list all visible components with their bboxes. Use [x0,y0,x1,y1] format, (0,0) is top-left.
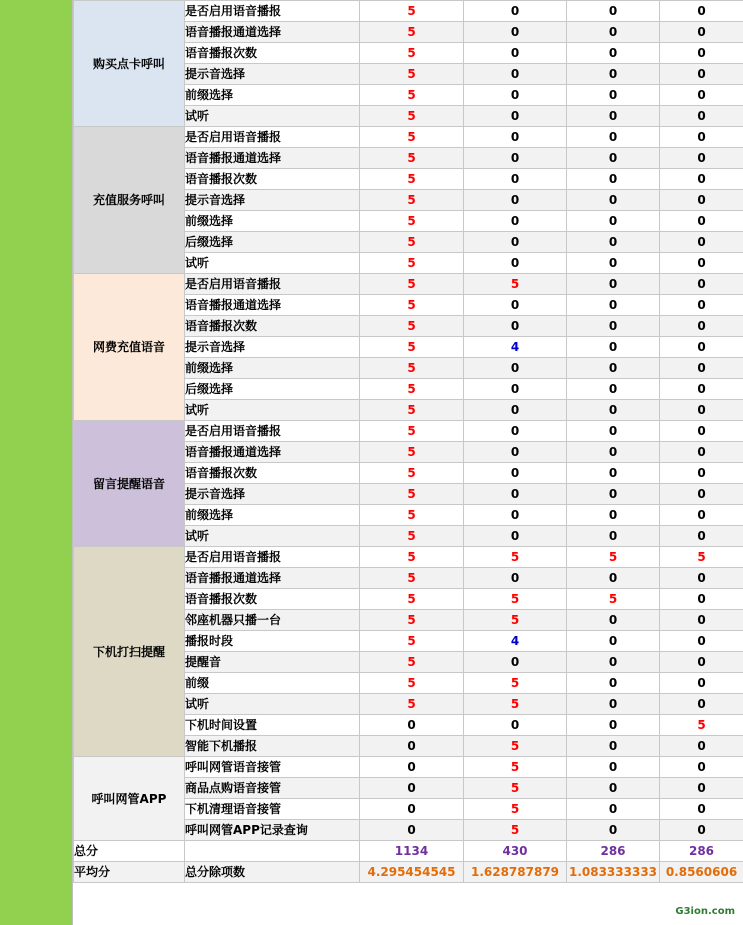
score-cell: 5 [360,127,464,148]
score-cell: 5 [360,274,464,295]
score-cell: 5 [360,568,464,589]
score-cell: 0 [464,442,567,463]
score-cell: 0 [660,169,743,190]
score-cell: 0 [464,484,567,505]
score-cell: 0 [464,505,567,526]
score-cell: 0 [464,85,567,106]
score-cell: 5 [464,547,567,568]
score-cell: 5 [360,85,464,106]
score-cell: 0 [660,64,743,85]
score-cell: 5 [464,799,567,820]
item-label: 后缀选择 [185,379,360,400]
score-cell: 0 [567,526,660,547]
score-cell: 5 [464,757,567,778]
item-label: 前缀 [185,673,360,694]
item-label: 语音播报通道选择 [185,442,360,463]
score-cell: 5 [464,736,567,757]
score-cell: 0 [464,463,567,484]
score-cell: 0 [660,610,743,631]
score-cell: 0 [660,127,743,148]
score-cell: 0 [567,463,660,484]
average-row [74,862,743,883]
item-label: 是否启用语音播报 [185,127,360,148]
score-cell: 5 [360,232,464,253]
score-cell: 5 [360,463,464,484]
average-label: 平均分 [74,862,185,883]
score-cell: 5 [360,505,464,526]
score-cell: 0 [567,505,660,526]
score-cell: 0 [567,736,660,757]
score-cell: 0 [567,64,660,85]
score-cell: 0 [567,358,660,379]
score-cell: 5 [567,547,660,568]
score-cell: 0 [660,799,743,820]
score-cell: 0 [567,757,660,778]
score-cell: 5 [360,379,464,400]
score-cell: 0 [567,43,660,64]
score-cell: 5 [464,610,567,631]
score-cell: 0 [464,211,567,232]
score-cell: 0 [360,736,464,757]
item-label: 是否启用语音播报 [185,1,360,22]
score-cell: 0 [660,85,743,106]
score-cell: 0 [660,274,743,295]
score-cell: 5 [464,673,567,694]
score-cell: 5 [360,589,464,610]
score-cell: 0 [567,820,660,841]
score-cell: 5 [660,715,743,736]
score-cell: 0 [660,358,743,379]
score-cell: 0 [567,169,660,190]
score-cell: 0 [660,463,743,484]
item-label: 商品点购语音接管 [185,778,360,799]
score-cell: 5 [360,169,464,190]
score-cell: 0 [660,43,743,64]
item-label: 提示音选择 [185,484,360,505]
item-label: 语音播报次数 [185,463,360,484]
score-cell: 0 [464,148,567,169]
score-cell: 5 [360,694,464,715]
score-cell: 0 [464,64,567,85]
item-label: 是否启用语音播报 [185,547,360,568]
score-cell: 0 [660,316,743,337]
score-cell: 5 [360,148,464,169]
score-cell: 0 [660,400,743,421]
score-cell: 0 [660,694,743,715]
score-cell: 0 [660,148,743,169]
total-value: 286 [660,841,743,862]
score-cell: 0 [567,673,660,694]
score-cell: 0 [567,211,660,232]
score-cell: 5 [464,589,567,610]
score-cell: 5 [360,295,464,316]
score-cell: 0 [464,169,567,190]
item-label: 前缀选择 [185,85,360,106]
score-cell: 5 [360,442,464,463]
score-cell: 0 [464,421,567,442]
score-cell: 0 [464,43,567,64]
average-value: 0.8560606 [660,862,743,883]
score-cell: 0 [464,652,567,673]
score-cell: 5 [360,211,464,232]
score-cell: 0 [567,190,660,211]
empty-cell [185,841,360,862]
left-green-column [0,0,73,925]
score-cell: 0 [567,631,660,652]
item-label: 呼叫网管APP记录查询 [185,820,360,841]
item-label: 提示音选择 [185,337,360,358]
average-value: 1.628787879 [464,862,567,883]
score-cell: 5 [567,589,660,610]
item-label: 是否启用语音播报 [185,421,360,442]
score-cell: 0 [660,22,743,43]
group-label: 留言提醒语音 [74,421,185,547]
score-cell: 0 [464,316,567,337]
score-cell: 0 [464,715,567,736]
score-cell: 0 [464,379,567,400]
score-cell: 5 [464,694,567,715]
score-cell: 0 [464,127,567,148]
score-cell: 5 [360,64,464,85]
score-cell: 5 [360,421,464,442]
score-cell: 0 [660,673,743,694]
table-row [74,1,743,22]
item-label: 呼叫网管语音接管 [185,757,360,778]
item-label: 后缀选择 [185,232,360,253]
item-label: 前缀选择 [185,505,360,526]
item-label: 语音播报次数 [185,316,360,337]
score-cell: 0 [567,379,660,400]
total-row [74,841,743,862]
score-cell: 0 [567,778,660,799]
item-label: 语音播报次数 [185,589,360,610]
item-label: 下机清理语音接管 [185,799,360,820]
total-value: 430 [464,841,567,862]
score-cell: 5 [360,106,464,127]
score-cell: 0 [660,253,743,274]
score-cell: 5 [360,484,464,505]
score-cell: 0 [464,526,567,547]
score-cell: 0 [464,190,567,211]
table-row [74,274,743,295]
score-cell: 0 [660,379,743,400]
score-cell: 5 [360,337,464,358]
score-cell: 0 [567,1,660,22]
score-cell: 0 [360,757,464,778]
total-label: 总分 [74,841,185,862]
score-cell: 0 [567,295,660,316]
score-cell: 0 [660,232,743,253]
score-cell: 0 [360,778,464,799]
score-cell: 0 [360,799,464,820]
score-cell: 0 [567,484,660,505]
score-cell: 0 [660,106,743,127]
score-cell: 0 [464,22,567,43]
score-cell: 5 [360,652,464,673]
score-cell: 5 [660,547,743,568]
total-value: 1134 [360,841,464,862]
score-cell: 0 [567,568,660,589]
score-cell: 5 [360,673,464,694]
group-label: 购买点卡呼叫 [74,1,185,127]
item-label: 语音播报次数 [185,169,360,190]
score-cell: 5 [464,820,567,841]
score-cell: 0 [660,295,743,316]
table-row [74,757,743,778]
score-cell: 5 [360,610,464,631]
item-label: 语音播报通道选择 [185,295,360,316]
item-label: 提示音选择 [185,64,360,85]
group-label: 充值服务呼叫 [74,127,185,274]
score-cell: 0 [567,106,660,127]
score-cell: 5 [360,1,464,22]
score-cell: 0 [464,358,567,379]
score-cell: 0 [567,85,660,106]
score-cell: 0 [567,799,660,820]
score-cell: 0 [567,337,660,358]
score-cell: 5 [360,631,464,652]
score-cell: 0 [567,148,660,169]
item-label: 语音播报通道选择 [185,148,360,169]
group-label: 呼叫网管APP [74,757,185,841]
score-table [73,0,743,883]
table-row [74,127,743,148]
score-cell: 0 [567,694,660,715]
item-label: 前缀选择 [185,358,360,379]
score-cell: 0 [660,505,743,526]
score-cell: 0 [464,1,567,22]
score-cell: 0 [567,442,660,463]
table-row [74,547,743,568]
score-cell: 5 [464,778,567,799]
score-cell: 0 [360,820,464,841]
average-note: 总分除项数 [185,862,360,883]
group-label: 下机打扫提醒 [74,547,185,757]
score-cell: 0 [464,568,567,589]
score-cell: 0 [567,652,660,673]
score-cell: 0 [360,715,464,736]
score-cell: 0 [567,610,660,631]
average-value: 4.295454545 [360,862,464,883]
score-cell: 0 [464,253,567,274]
item-label: 前缀选择 [185,211,360,232]
score-cell: 0 [660,820,743,841]
score-cell: 0 [660,652,743,673]
item-label: 下机时间设置 [185,715,360,736]
item-label: 试听 [185,694,360,715]
score-cell: 0 [567,22,660,43]
item-label: 邻座机器只播一台 [185,610,360,631]
score-cell: 0 [660,757,743,778]
score-cell: 0 [464,295,567,316]
score-cell: 5 [360,253,464,274]
score-cell: 0 [567,127,660,148]
score-cell: 5 [360,400,464,421]
item-label: 试听 [185,526,360,547]
score-cell: 0 [567,253,660,274]
score-cell: 5 [360,358,464,379]
score-cell: 0 [567,421,660,442]
item-label: 语音播报次数 [185,43,360,64]
item-label: 智能下机播报 [185,736,360,757]
score-cell: 0 [567,232,660,253]
total-value: 286 [567,841,660,862]
item-label: 语音播报通道选择 [185,568,360,589]
score-cell: 0 [567,400,660,421]
score-cell: 0 [660,631,743,652]
score-cell: 0 [660,442,743,463]
item-label: 语音播报通道选择 [185,22,360,43]
score-cell: 0 [660,736,743,757]
group-label: 网费充值语音 [74,274,185,421]
score-cell: 0 [660,778,743,799]
score-cell: 4 [464,337,567,358]
item-label: 试听 [185,253,360,274]
item-label: 是否启用语音播报 [185,274,360,295]
watermark: G3ion.com [675,906,735,917]
score-cell: 0 [660,484,743,505]
score-cell: 4 [464,631,567,652]
score-cell: 0 [567,316,660,337]
score-cell: 0 [660,1,743,22]
item-label: 提示音选择 [185,190,360,211]
score-cell: 5 [360,190,464,211]
score-cell: 5 [360,43,464,64]
score-cell: 0 [660,337,743,358]
score-cell: 0 [660,526,743,547]
item-label: 播报时段 [185,631,360,652]
score-cell: 0 [660,568,743,589]
score-cell: 0 [567,715,660,736]
score-cell: 0 [567,274,660,295]
score-cell: 0 [464,232,567,253]
item-label: 试听 [185,400,360,421]
score-cell: 0 [660,421,743,442]
score-cell: 0 [464,106,567,127]
item-label: 提醒音 [185,652,360,673]
score-cell: 0 [660,589,743,610]
item-label: 试听 [185,106,360,127]
score-cell: 5 [360,526,464,547]
average-value: 1.083333333 [567,862,660,883]
score-cell: 0 [464,400,567,421]
score-cell: 0 [660,211,743,232]
score-cell: 0 [660,190,743,211]
score-cell: 5 [360,22,464,43]
score-cell: 5 [464,274,567,295]
table-row [74,421,743,442]
score-cell: 5 [360,316,464,337]
score-cell: 5 [360,547,464,568]
